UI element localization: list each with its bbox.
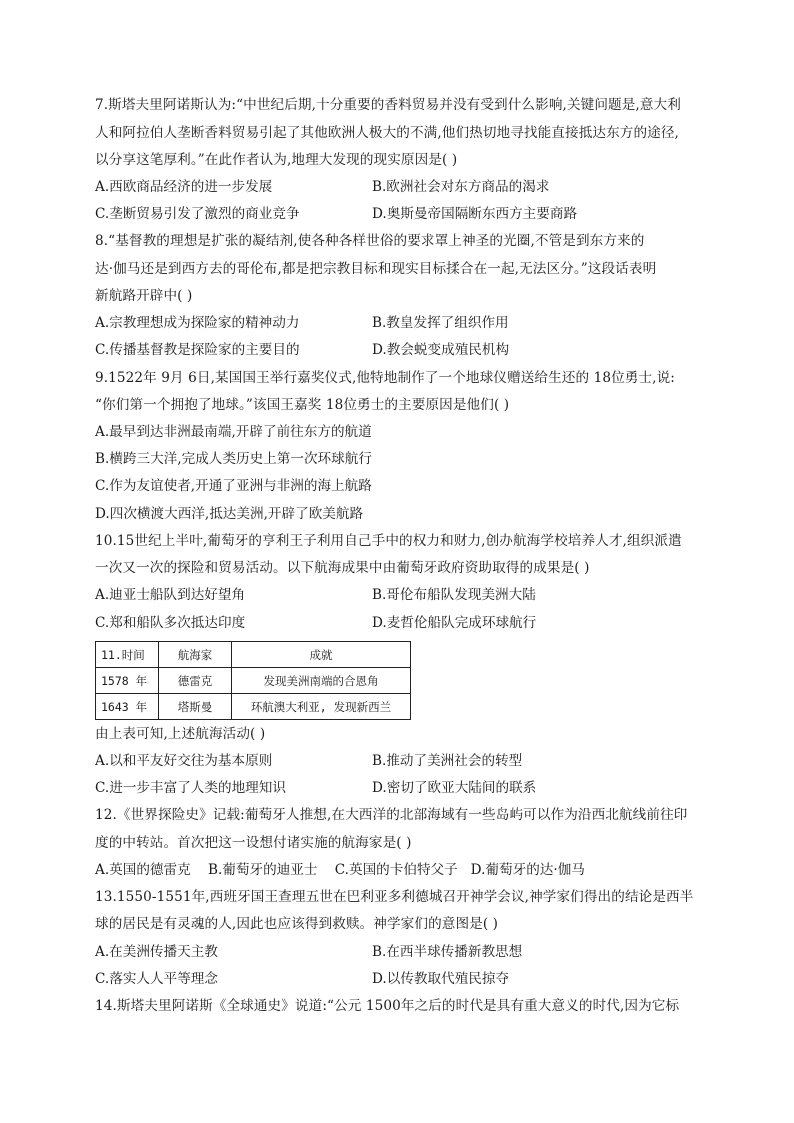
q7-option-a: A.西欧商品经济的进一步发展 [95, 179, 273, 195]
q12-stem-line1: 12.《世界探险史》记载:葡萄牙人推想,在大西洋的北部海域有一些岛屿可以作为沿西北航线前往印 [95, 807, 688, 823]
q9-option-c: C.作为友谊使者,开通了亚洲与非洲的海上航路 [95, 478, 372, 494]
q13-option-c: C.落实人人平等理念 [95, 971, 218, 987]
q13-stem-line2: 球的居民是有灵魂的人,因此也应该得到救赎。神学家们的意图是( ) [95, 916, 499, 932]
q8-stem-line3: 新航路开辟中( ) [95, 288, 193, 304]
table-header-cell: 11.时间 [96, 642, 159, 668]
q9-option-d: D.四次横渡大西洋,抵达美洲,开辟了欧美航路 [95, 506, 364, 522]
q13-option-d: D.以传教取代殖民掠夺 [372, 971, 510, 987]
table-row [96, 668, 411, 694]
q8-option-a: A.宗教理想成为探险家的精神动力 [95, 315, 300, 331]
q7-option-b: B.欧洲社会对东方商品的渴求 [372, 179, 550, 195]
q13-option-a: A.在美洲传播天主教 [95, 944, 218, 960]
q12-options: A.英国的德雷克 B.葡萄牙的迪亚士 C.英国的卡伯特父子 D.葡萄牙的达·伽马 [95, 862, 585, 878]
q10-option-a: A.迪亚士船队到达好望角 [95, 587, 246, 603]
table-cell: 1578 年 [96, 668, 159, 694]
q7-stem-line3: 以分享这笔厚利。”在此作者认为,地理大发现的现实原因是( ) [95, 152, 458, 168]
table-cell: 发现美洲南端的合恩角 [232, 668, 411, 694]
q8-stem-line2: 达·伽马还是到西方去的哥伦布,都是把宗教目标和现实目标揉合在一起,无法区分。”这段话表明 [95, 261, 657, 277]
q9-option-b: B.横跨三大洋,完成人类历史上第一次环球航行 [95, 451, 372, 467]
table-header-cell: 成就 [232, 642, 411, 668]
q10-stem-line2: 一次又一次的探险和贸易活动。以下航海成果中由葡萄牙政府资助取得的成果是( ) [95, 560, 590, 576]
q8-stem-line1: 8.“基督教的理想是扩张的凝结剂,使各种各样世俗的要求罩上神圣的光圈,不管是到东方来的 [95, 233, 645, 249]
q11-option-c: C.进一步丰富了人类的地理知识 [95, 780, 286, 796]
table-header-cell: 航海家 [159, 642, 232, 668]
q11-option-d: D.密切了欧亚大陆间的联系 [372, 780, 537, 796]
q9-stem-line2: “你们第一个拥抱了地球。”该国王嘉奖 18位勇士的主要原因是他们( ) [95, 397, 510, 413]
table-row [96, 694, 411, 720]
q11-option-a: A.以和平友好交往为基本原则 [95, 753, 273, 769]
q10-option-d: D.麦哲伦船队完成环球航行 [372, 615, 537, 631]
q12-stem-line2: 度的中转站。首次把这一设想付诸实施的航海家是( ) [95, 835, 412, 851]
q11-stem: 由上表可知,上述航海活动( ) [95, 726, 266, 742]
q8-option-b: B.教皇发挥了组织作用 [372, 315, 509, 331]
table-cell: 1643 年 [96, 694, 159, 720]
table-cell: 德雷克 [159, 668, 232, 694]
q8-option-c: C.传播基督教是探险家的主要目的 [95, 342, 300, 358]
q10-stem-line1: 10.15世纪上半叶,葡萄牙的亨利王子利用自己手中的权力和财力,创办航海学校培养人才,组织派遣 [95, 533, 682, 549]
table-header-row [96, 642, 411, 668]
q10-option-c: C.郑和船队多次抵达印度 [95, 615, 246, 631]
q13-option-b: B.在西半球传播新教思想 [372, 944, 523, 960]
q13-stem-line1: 13.1550-1551年,西班牙国王查理五世在巴利亚多利德城召开神学会议,神学家们得出的结论是西半 [95, 889, 694, 905]
q10-option-b: B.哥伦布船队发现美洲大陆 [372, 587, 536, 603]
q11-table [95, 641, 411, 720]
q7-stem-line1: 7.斯塔夫里阿诺斯认为:“中世纪后期,十分重要的香料贸易并没有受到什么影响,关键问题是,意大利 [95, 97, 681, 113]
table-cell: 塔斯曼 [159, 694, 232, 720]
table-cell: 环航澳大利亚, 发现新西兰 [232, 694, 411, 720]
q9-stem-line1: 9.1522年 9月 6日,某国国王举行嘉奖仪式,他特地制作了一个地球仪赠送给生还的 18位勇士,说: [95, 370, 675, 386]
q7-option-d: D.奥斯曼帝国隔断东西方主要商路 [372, 206, 578, 222]
q9-option-a: A.最早到达非洲最南端,开辟了前往东方的航道 [95, 424, 372, 440]
q7-stem-line2: 人和阿拉伯人垄断香料贸易引起了其他欧洲人极大的不满,他们热切地寻找能直接抵达东方的途径, [95, 125, 679, 141]
q11-option-b: B.推动了美洲社会的转型 [372, 753, 523, 769]
q7-option-c: C.垄断贸易引发了激烈的商业竞争 [95, 206, 300, 222]
q14-stem-line1: 14.斯塔夫里阿诺斯《全球通史》说道:“公元 1500年之后的时代是具有重大意义的时代,因为它标 [95, 998, 680, 1014]
q8-option-d: D.教会蜕变成殖民机构 [372, 342, 510, 358]
